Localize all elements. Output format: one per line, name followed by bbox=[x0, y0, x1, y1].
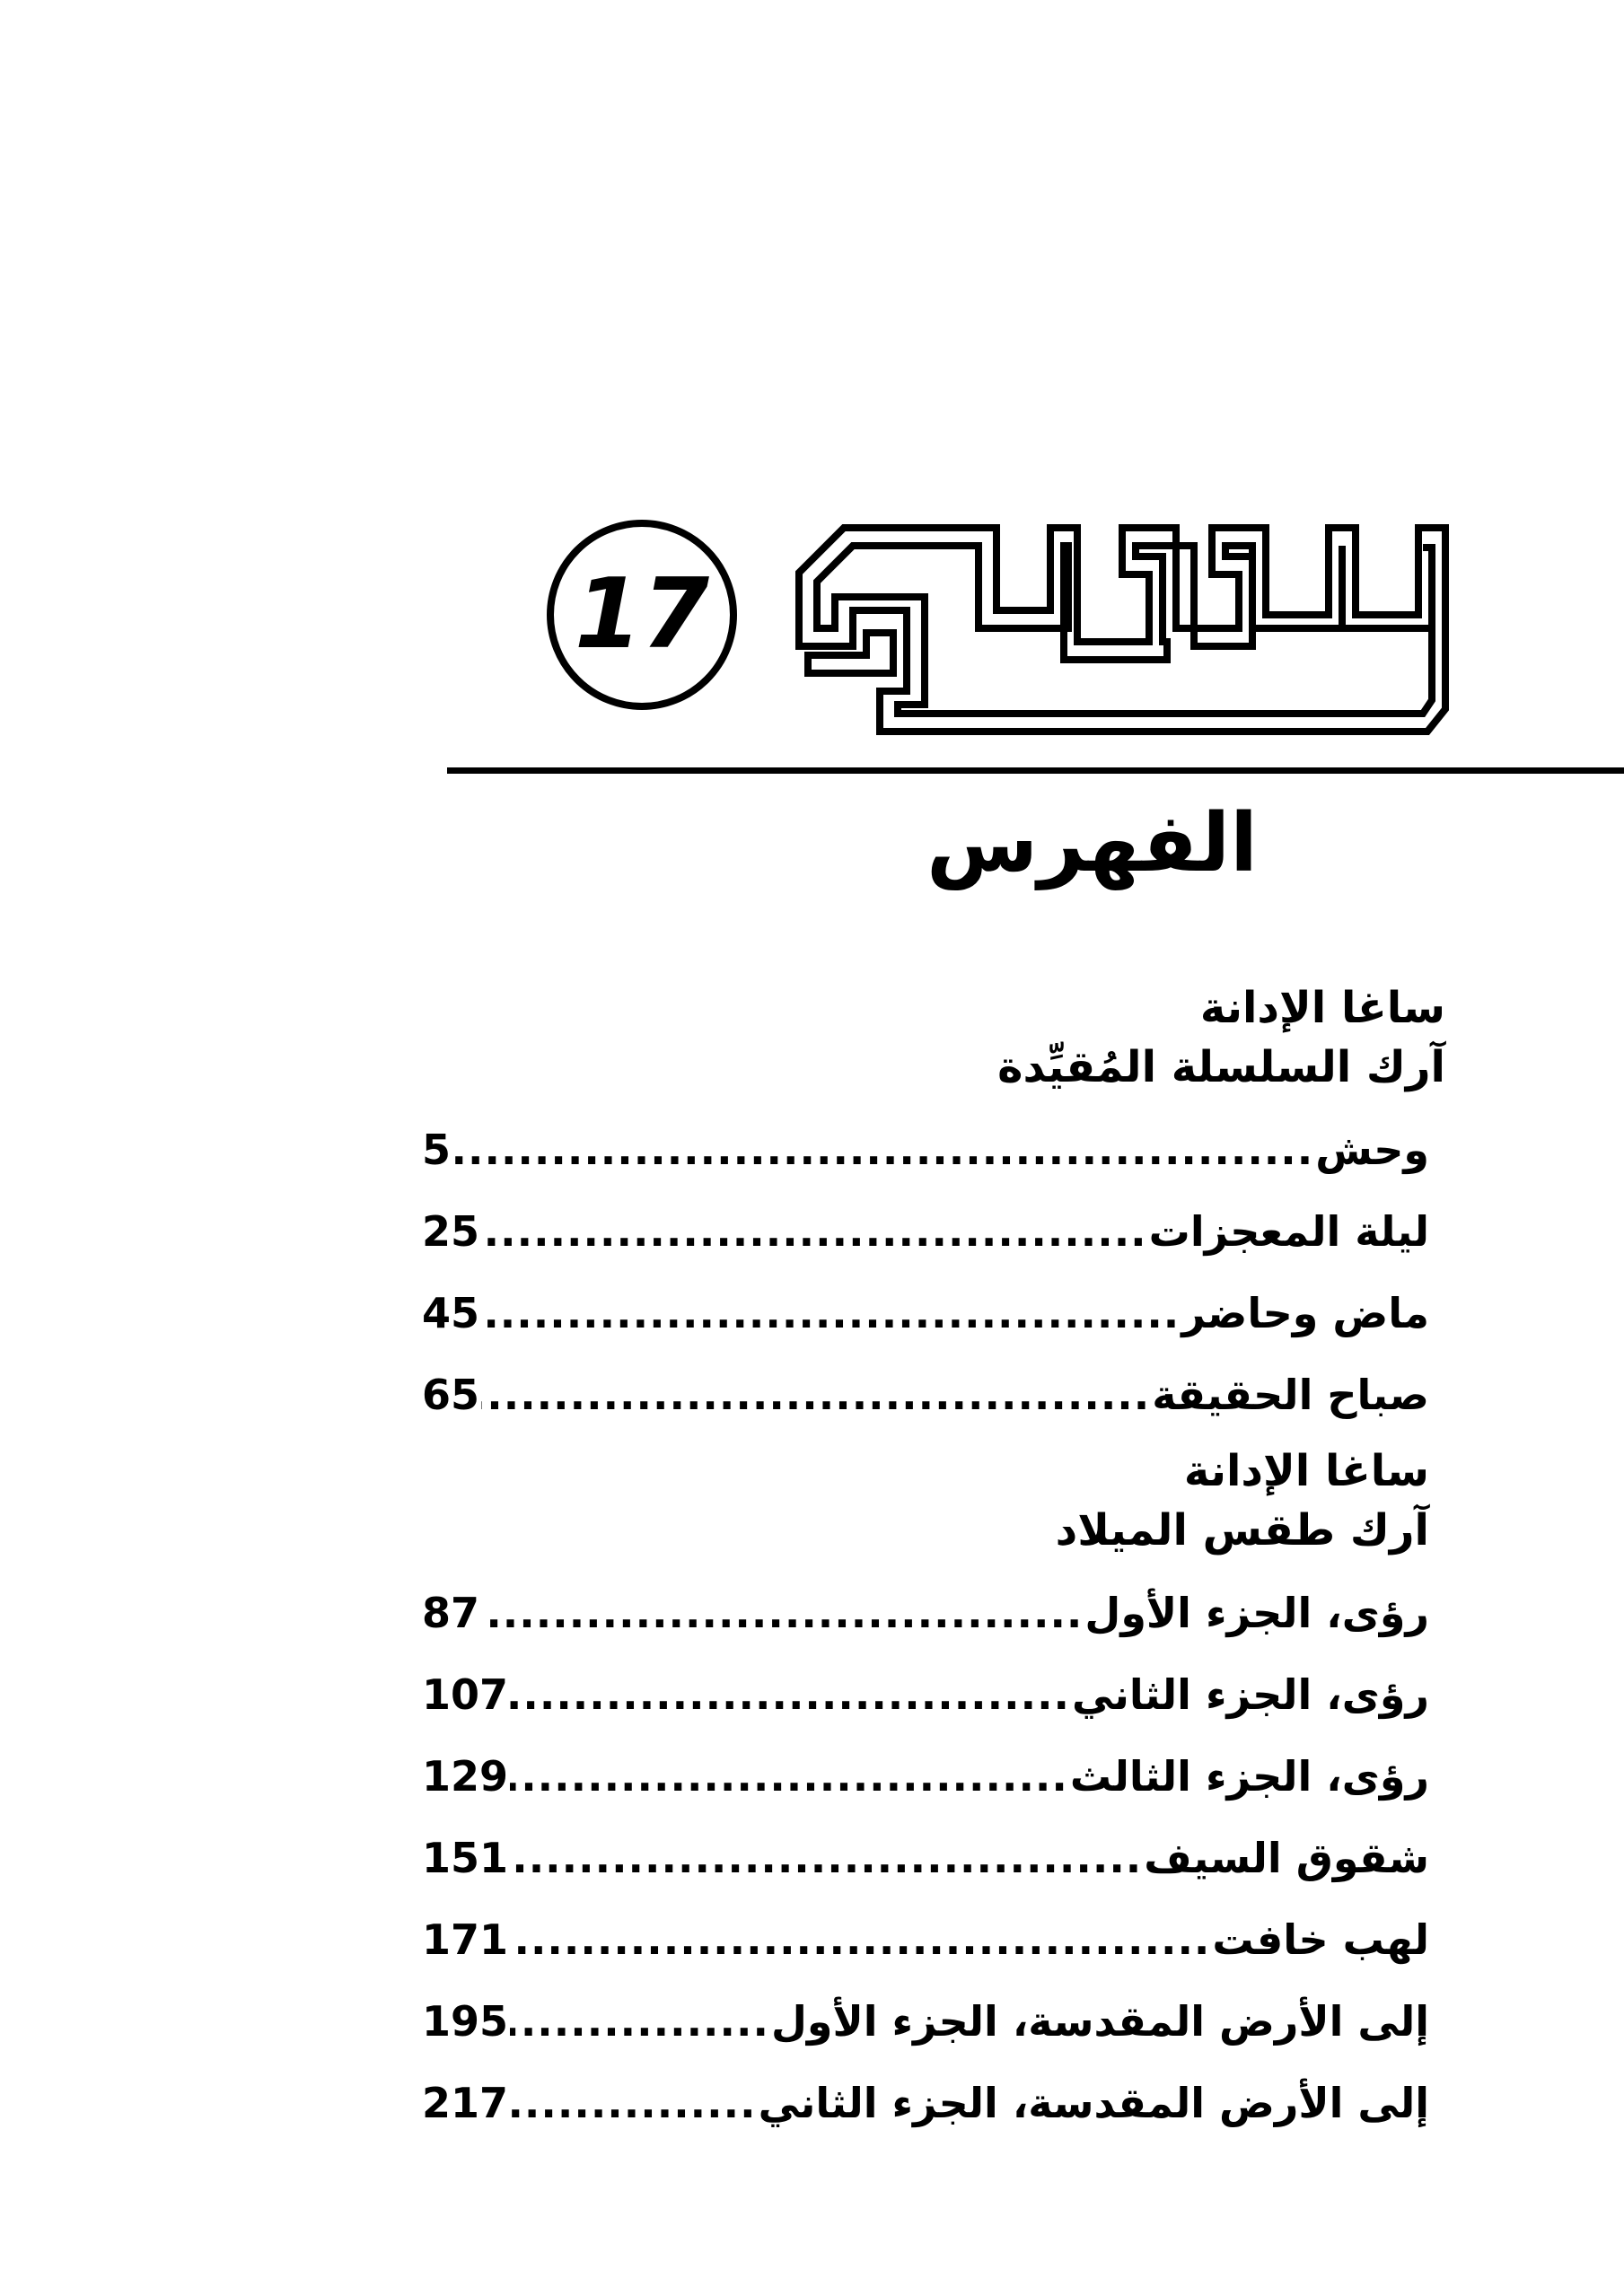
entry-title: ليلة المعجزات bbox=[1148, 1207, 1429, 1256]
entry-title: وحش bbox=[1315, 1126, 1429, 1174]
dot-leader bbox=[510, 1736, 1068, 1818]
section-title-line1: ساغا الإدانة bbox=[1183, 1446, 1429, 1496]
toc-entry[interactable] bbox=[422, 1818, 1454, 1899]
dot-leader bbox=[481, 1191, 1147, 1273]
toc-entry[interactable] bbox=[422, 1273, 1454, 1354]
toc-entry[interactable] bbox=[422, 1981, 1454, 2063]
entry-page-number: 217 bbox=[422, 2079, 509, 2127]
toc-entry-list bbox=[422, 1573, 1454, 2144]
section-title-line2: آرك طقس الميلاد bbox=[1055, 1505, 1429, 1555]
dot-leader bbox=[510, 1818, 1142, 1899]
magazine-logo bbox=[781, 521, 1463, 745]
toc-entry[interactable] bbox=[422, 1109, 1454, 1191]
issue-circle-icon bbox=[543, 516, 741, 714]
entry-page-number: 65 bbox=[422, 1371, 480, 1419]
issue-number: 17 bbox=[574, 558, 710, 670]
dot-leader bbox=[481, 1573, 1083, 1654]
entry-page-number: 171 bbox=[422, 1915, 509, 1964]
entry-page-number: 25 bbox=[422, 1207, 480, 1256]
toc-entry[interactable] bbox=[422, 1654, 1454, 1736]
toc-entry[interactable] bbox=[422, 1191, 1454, 1273]
dot-leader bbox=[481, 1354, 1150, 1436]
entry-title: لهب خافت bbox=[1212, 1915, 1429, 1964]
entry-page-number: 45 bbox=[422, 1289, 480, 1337]
page-title: الفهرس bbox=[926, 796, 1258, 890]
section-title-line2: آرك السلسلة المُقيِّدة bbox=[997, 1042, 1445, 1092]
section-title-line1: ساغا الإدانة bbox=[1199, 983, 1445, 1033]
entry-title: إلى الأرض المقدسة، الجزء الأول bbox=[770, 1997, 1429, 2046]
entry-page-number: 151 bbox=[422, 1834, 509, 1882]
toc-entry[interactable] bbox=[422, 1354, 1454, 1436]
entry-page-number: 107 bbox=[422, 1670, 509, 1719]
dot-leader bbox=[510, 1981, 769, 2063]
toc-entry[interactable] bbox=[422, 2063, 1454, 2144]
entry-title: شقوق السيف bbox=[1144, 1834, 1429, 1882]
entry-page-number: 195 bbox=[422, 1997, 509, 2046]
dot-leader bbox=[510, 2063, 757, 2144]
dot-leader bbox=[510, 1654, 1070, 1736]
issue-number-badge bbox=[543, 516, 741, 714]
toc-section bbox=[422, 1442, 1454, 2144]
entry-page-number: 5 bbox=[422, 1126, 452, 1174]
entry-title: رؤى، الجزء الثاني bbox=[1072, 1670, 1429, 1719]
entry-title: صباح الحقيقة bbox=[1152, 1371, 1429, 1419]
toc-section bbox=[422, 978, 1454, 1436]
entry-title: رؤى، الجزء الأول bbox=[1084, 1589, 1429, 1637]
entry-title: رؤى، الجزء الثالث bbox=[1069, 1752, 1429, 1801]
toc-entry[interactable] bbox=[422, 1736, 1454, 1818]
header-divider bbox=[447, 767, 1624, 774]
entry-page-number: 129 bbox=[422, 1752, 509, 1801]
entry-title: ماض وحاضر bbox=[1181, 1289, 1429, 1337]
dot-leader bbox=[452, 1109, 1313, 1191]
toc-entry-list bbox=[422, 1109, 1454, 1436]
dot-leader bbox=[481, 1273, 1180, 1354]
entry-page-number: 87 bbox=[422, 1589, 480, 1637]
toc-entry[interactable] bbox=[422, 1899, 1454, 1981]
table-of-contents bbox=[422, 978, 1454, 2144]
dot-leader bbox=[510, 1899, 1210, 1981]
entry-title: إلى الأرض المقدسة، الجزء الثاني bbox=[758, 2079, 1429, 2127]
toc-entry[interactable] bbox=[422, 1573, 1454, 1654]
